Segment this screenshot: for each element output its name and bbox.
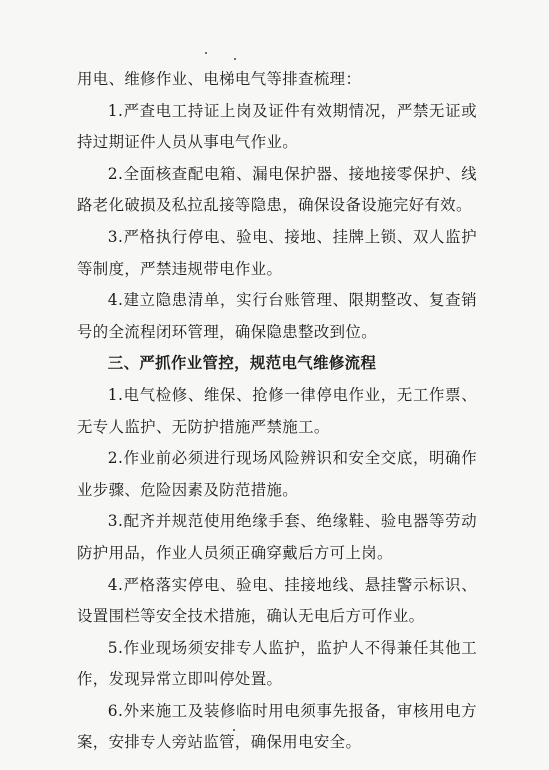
scan-speck [234, 58, 236, 60]
list-item: 1.电气检修、维保、抢修一律停电作业，无工作票、无专人监护、无防护措施严禁施工。 [77, 385, 477, 436]
list-item: 4.严格落实停电、验电、挂接地线、悬挂警示标识、设置围栏等安全技术措施，确认无电后方可作业。 [77, 575, 477, 626]
section-heading: 三、严抓作业管控，规范电气维修流程 [107, 354, 377, 373]
list-item: 1.严查电工持证上岗及证件有效期情况，严禁无证或持过期证件人员从事电气作业。 [77, 101, 477, 152]
list-item: 3.严格执行停电、验电、接地、挂牌上锁、双人监护等制度，严禁违规带电作业。 [77, 227, 477, 278]
list-item: 2.作业前必须进行现场风险辨识和安全交底，明确作业步骤、危险因素及防范措施。 [77, 449, 477, 499]
list-item: 6.外来施工及装修临时用电须事先报备，审核用电方案，安排专人旁站监管，确保用电安全。 [77, 701, 477, 752]
list-item: 2.全面核查配电箱、漏电保护器、接地接零保护、线路老化破损及私拉乱接等隐患，确保设备设施完好有效。 [77, 164, 477, 215]
list-item: 3.配齐并规范使用绝缘手套、绝缘鞋、验电器等劳动防护用品，作业人员须正确穿戴后方可上岗。 [77, 512, 477, 562]
lead-line: 用电、维修作业、电梯电气等排查梳理： [77, 70, 362, 88]
scan-speck [233, 729, 235, 731]
list-item: 4.建立隐患清单，实行台账管理、限期整改、复查销号的全流程闭环管理，确保隐患整改到位。 [77, 291, 477, 341]
scan-speck [205, 52, 207, 54]
list-item: 5.作业现场须安排专人监护，监护人不得兼任其他工作，发现异常立即叫停处置。 [77, 638, 477, 689]
